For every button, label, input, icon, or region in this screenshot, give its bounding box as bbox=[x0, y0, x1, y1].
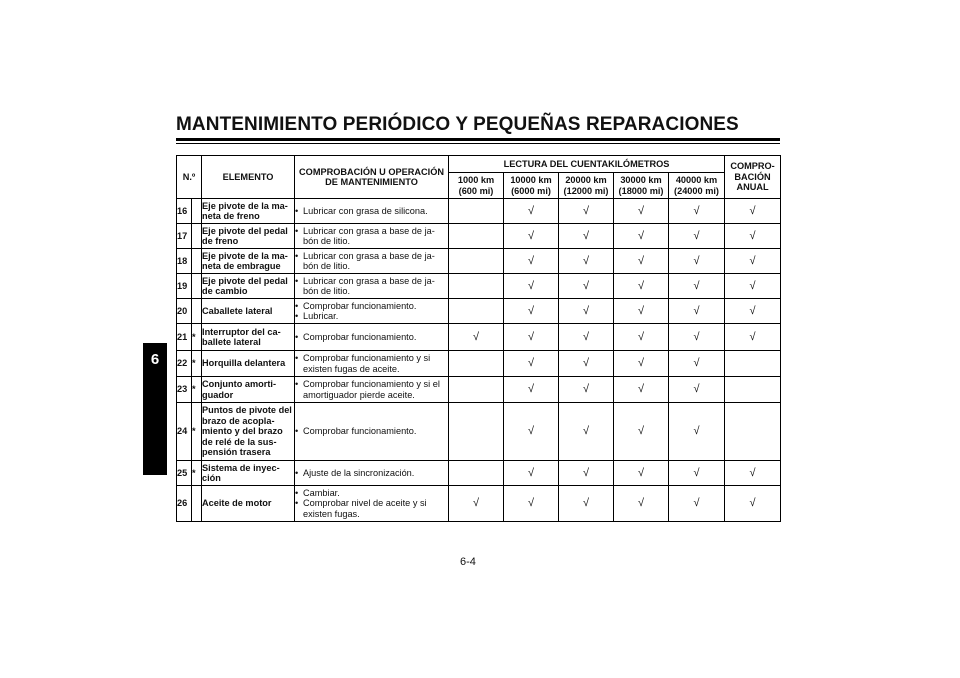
check-mark-icon: √ bbox=[725, 324, 781, 351]
element-name: Caballete lateral bbox=[202, 299, 295, 324]
operation-cell bbox=[295, 224, 449, 249]
empty-check-cell bbox=[449, 249, 504, 274]
check-mark-icon: √ bbox=[614, 324, 669, 351]
maintenance-table-body bbox=[177, 199, 781, 522]
empty-check-cell bbox=[449, 377, 504, 403]
interval-km: 20000 km bbox=[565, 175, 607, 185]
interval-mi: (18000 mi) bbox=[618, 185, 664, 196]
check-mark-icon: √ bbox=[725, 249, 781, 274]
empty-check-cell bbox=[449, 403, 504, 461]
special-tool-asterisk bbox=[192, 199, 202, 224]
row-number: 25 bbox=[177, 461, 192, 486]
empty-check-cell bbox=[725, 403, 781, 461]
check-mark-icon: √ bbox=[559, 351, 614, 377]
check-mark-icon: √ bbox=[559, 274, 614, 299]
special-tool-asterisk bbox=[192, 249, 202, 274]
maintenance-table bbox=[176, 155, 781, 522]
operation-cell bbox=[295, 351, 449, 377]
element-name: Eje pivote de la ma-neta de freno bbox=[202, 199, 295, 224]
operation-cell bbox=[295, 486, 449, 522]
table-row bbox=[177, 324, 781, 351]
operation-item: • Comprobar funcionamiento y si existen fugas de aceite. bbox=[295, 353, 448, 374]
header-interval bbox=[669, 173, 725, 199]
check-mark-icon: √ bbox=[504, 403, 559, 461]
check-mark-icon: √ bbox=[559, 324, 614, 351]
operation-cell bbox=[295, 249, 449, 274]
empty-check-cell bbox=[725, 351, 781, 377]
check-mark-icon: √ bbox=[725, 274, 781, 299]
header-no: N.º bbox=[177, 156, 202, 199]
check-mark-icon: √ bbox=[449, 486, 504, 522]
check-mark-icon: √ bbox=[669, 299, 725, 324]
check-mark-icon: √ bbox=[669, 249, 725, 274]
title-rule-thin bbox=[176, 143, 780, 144]
empty-check-cell bbox=[449, 224, 504, 249]
header-element: ELEMENTO bbox=[202, 156, 295, 199]
table-row bbox=[177, 461, 781, 486]
check-mark-icon: √ bbox=[669, 324, 725, 351]
operation-item: • Lubricar con grasa a base de ja-bón de litio. bbox=[295, 251, 448, 272]
operation-list bbox=[295, 276, 448, 297]
check-mark-icon: √ bbox=[559, 403, 614, 461]
element-name: Eje pivote del pedal de cambio bbox=[202, 274, 295, 299]
check-mark-icon: √ bbox=[669, 403, 725, 461]
row-number: 18 bbox=[177, 249, 192, 274]
row-number: 21 bbox=[177, 324, 192, 351]
interval-mi: (12000 mi) bbox=[563, 185, 609, 196]
page-number: 6-4 bbox=[460, 556, 476, 568]
check-mark-icon: √ bbox=[614, 486, 669, 522]
table-row bbox=[177, 486, 781, 522]
operation-cell bbox=[295, 299, 449, 324]
table-row bbox=[177, 403, 781, 461]
check-mark-icon: √ bbox=[614, 199, 669, 224]
check-mark-icon: √ bbox=[559, 486, 614, 522]
interval-mi: (600 mi) bbox=[458, 185, 494, 196]
check-mark-icon: √ bbox=[725, 299, 781, 324]
page-title: MANTENIMIENTO PERIÓDICO Y PEQUEÑAS REPARACIONES bbox=[176, 114, 739, 135]
check-mark-icon: √ bbox=[504, 224, 559, 249]
check-mark-icon: √ bbox=[504, 351, 559, 377]
table-row bbox=[177, 224, 781, 249]
special-tool-asterisk: * bbox=[192, 324, 202, 351]
row-number: 26 bbox=[177, 486, 192, 522]
header-interval bbox=[504, 173, 559, 199]
check-mark-icon: √ bbox=[504, 486, 559, 522]
check-mark-icon: √ bbox=[669, 377, 725, 403]
special-tool-asterisk bbox=[192, 224, 202, 249]
check-mark-icon: √ bbox=[725, 224, 781, 249]
operation-list bbox=[295, 206, 448, 217]
operation-list bbox=[295, 251, 448, 272]
empty-check-cell bbox=[449, 299, 504, 324]
check-mark-icon: √ bbox=[669, 199, 725, 224]
operation-list bbox=[295, 488, 448, 520]
interval-km: 1000 km bbox=[457, 175, 495, 185]
interval-mi: (6000 mi) bbox=[511, 185, 551, 196]
check-mark-icon: √ bbox=[614, 224, 669, 249]
check-mark-icon: √ bbox=[504, 377, 559, 403]
check-mark-icon: √ bbox=[614, 377, 669, 403]
check-mark-icon: √ bbox=[559, 377, 614, 403]
row-number: 16 bbox=[177, 199, 192, 224]
check-mark-icon: √ bbox=[449, 324, 504, 351]
check-mark-icon: √ bbox=[614, 249, 669, 274]
special-tool-asterisk: * bbox=[192, 351, 202, 377]
empty-check-cell bbox=[725, 377, 781, 403]
check-mark-icon: √ bbox=[559, 199, 614, 224]
check-mark-icon: √ bbox=[669, 224, 725, 249]
check-mark-icon: √ bbox=[559, 249, 614, 274]
interval-km: 40000 km bbox=[675, 175, 718, 185]
element-name: Puntos de pivote del brazo de acopla-miento y del brazo de relé de la sus-pensión trasera bbox=[202, 403, 295, 461]
interval-mi: (24000 mi) bbox=[674, 185, 719, 196]
check-mark-icon: √ bbox=[504, 199, 559, 224]
operation-cell bbox=[295, 461, 449, 486]
table-row bbox=[177, 249, 781, 274]
operation-item: • Lubricar. bbox=[295, 311, 448, 322]
special-tool-asterisk bbox=[192, 299, 202, 324]
element-name: Eje pivote de la ma-neta de embrague bbox=[202, 249, 295, 274]
row-number: 19 bbox=[177, 274, 192, 299]
element-name: Eje pivote del pedal de freno bbox=[202, 224, 295, 249]
check-mark-icon: √ bbox=[559, 299, 614, 324]
check-mark-icon: √ bbox=[725, 486, 781, 522]
operation-list bbox=[295, 468, 448, 479]
check-mark-icon: √ bbox=[504, 324, 559, 351]
check-mark-icon: √ bbox=[614, 274, 669, 299]
operation-list bbox=[295, 332, 448, 343]
check-mark-icon: √ bbox=[669, 461, 725, 486]
row-number: 20 bbox=[177, 299, 192, 324]
check-mark-icon: √ bbox=[614, 351, 669, 377]
check-mark-icon: √ bbox=[504, 274, 559, 299]
operation-cell bbox=[295, 377, 449, 403]
empty-check-cell bbox=[449, 199, 504, 224]
operation-item: • Lubricar con grasa de silicona. bbox=[295, 206, 448, 217]
operation-item: • Lubricar con grasa a base de ja-bón de litio. bbox=[295, 226, 448, 247]
element-name: Horquilla delantera bbox=[202, 351, 295, 377]
header-odometer: LECTURA DEL CUENTAKILÓMETROS bbox=[449, 156, 725, 173]
check-mark-icon: √ bbox=[614, 299, 669, 324]
operation-list bbox=[295, 379, 448, 400]
element-name: Interruptor del ca-ballete lateral bbox=[202, 324, 295, 351]
operation-list bbox=[295, 426, 448, 437]
operation-item: • Comprobar funcionamiento. bbox=[295, 332, 448, 343]
table-row bbox=[177, 351, 781, 377]
special-tool-asterisk bbox=[192, 274, 202, 299]
row-number: 22 bbox=[177, 351, 192, 377]
empty-check-cell bbox=[449, 274, 504, 299]
table-row bbox=[177, 274, 781, 299]
operation-item: • Cambiar. bbox=[295, 488, 448, 499]
operation-list bbox=[295, 353, 448, 374]
header-row-main bbox=[177, 156, 781, 173]
special-tool-asterisk: * bbox=[192, 377, 202, 403]
operation-cell bbox=[295, 403, 449, 461]
check-mark-icon: √ bbox=[669, 351, 725, 377]
operation-item: • Comprobar funcionamiento. bbox=[295, 426, 448, 437]
header-interval bbox=[614, 173, 669, 199]
table-row bbox=[177, 199, 781, 224]
title-rule-thick bbox=[176, 138, 780, 141]
chapter-tab: 6 bbox=[143, 343, 167, 475]
check-mark-icon: √ bbox=[614, 403, 669, 461]
check-mark-icon: √ bbox=[725, 461, 781, 486]
table-row bbox=[177, 377, 781, 403]
operation-cell bbox=[295, 324, 449, 351]
row-number: 23 bbox=[177, 377, 192, 403]
operation-item: • Comprobar nivel de aceite y si existen fugas. bbox=[295, 498, 448, 519]
header-operation: COMPROBACIÓN U OPERACIÓN DE MANTENIMIENTO bbox=[295, 156, 449, 199]
check-mark-icon: √ bbox=[669, 274, 725, 299]
element-name: Aceite de motor bbox=[202, 486, 295, 522]
operation-cell bbox=[295, 199, 449, 224]
check-mark-icon: √ bbox=[504, 249, 559, 274]
check-mark-icon: √ bbox=[669, 486, 725, 522]
check-mark-icon: √ bbox=[559, 224, 614, 249]
interval-km: 10000 km bbox=[510, 175, 552, 185]
operation-item: • Ajuste de la sincronización. bbox=[295, 468, 448, 479]
empty-check-cell bbox=[449, 351, 504, 377]
element-name: Conjunto amorti-guador bbox=[202, 377, 295, 403]
row-number: 24 bbox=[177, 403, 192, 461]
operation-item: • Comprobar funcionamiento y si el amortiguador pierde aceite. bbox=[295, 379, 448, 400]
special-tool-asterisk: * bbox=[192, 403, 202, 461]
special-tool-asterisk: * bbox=[192, 461, 202, 486]
operation-list bbox=[295, 226, 448, 247]
row-number: 17 bbox=[177, 224, 192, 249]
header-interval bbox=[449, 173, 504, 199]
element-name: Sistema de inyec-ción bbox=[202, 461, 295, 486]
check-mark-icon: √ bbox=[504, 299, 559, 324]
operation-cell bbox=[295, 274, 449, 299]
special-tool-asterisk bbox=[192, 486, 202, 522]
empty-check-cell bbox=[449, 461, 504, 486]
operation-item: • Lubricar con grasa a base de ja-bón de litio. bbox=[295, 276, 448, 297]
interval-km: 30000 km bbox=[620, 175, 662, 185]
check-mark-icon: √ bbox=[725, 199, 781, 224]
header-annual: COMPRO-BACIÓN ANUAL bbox=[725, 156, 781, 199]
operation-list bbox=[295, 301, 448, 322]
check-mark-icon: √ bbox=[559, 461, 614, 486]
operation-item: • Comprobar funcionamiento. bbox=[295, 301, 448, 312]
check-mark-icon: √ bbox=[614, 461, 669, 486]
table-row bbox=[177, 299, 781, 324]
check-mark-icon: √ bbox=[504, 461, 559, 486]
header-interval bbox=[559, 173, 614, 199]
